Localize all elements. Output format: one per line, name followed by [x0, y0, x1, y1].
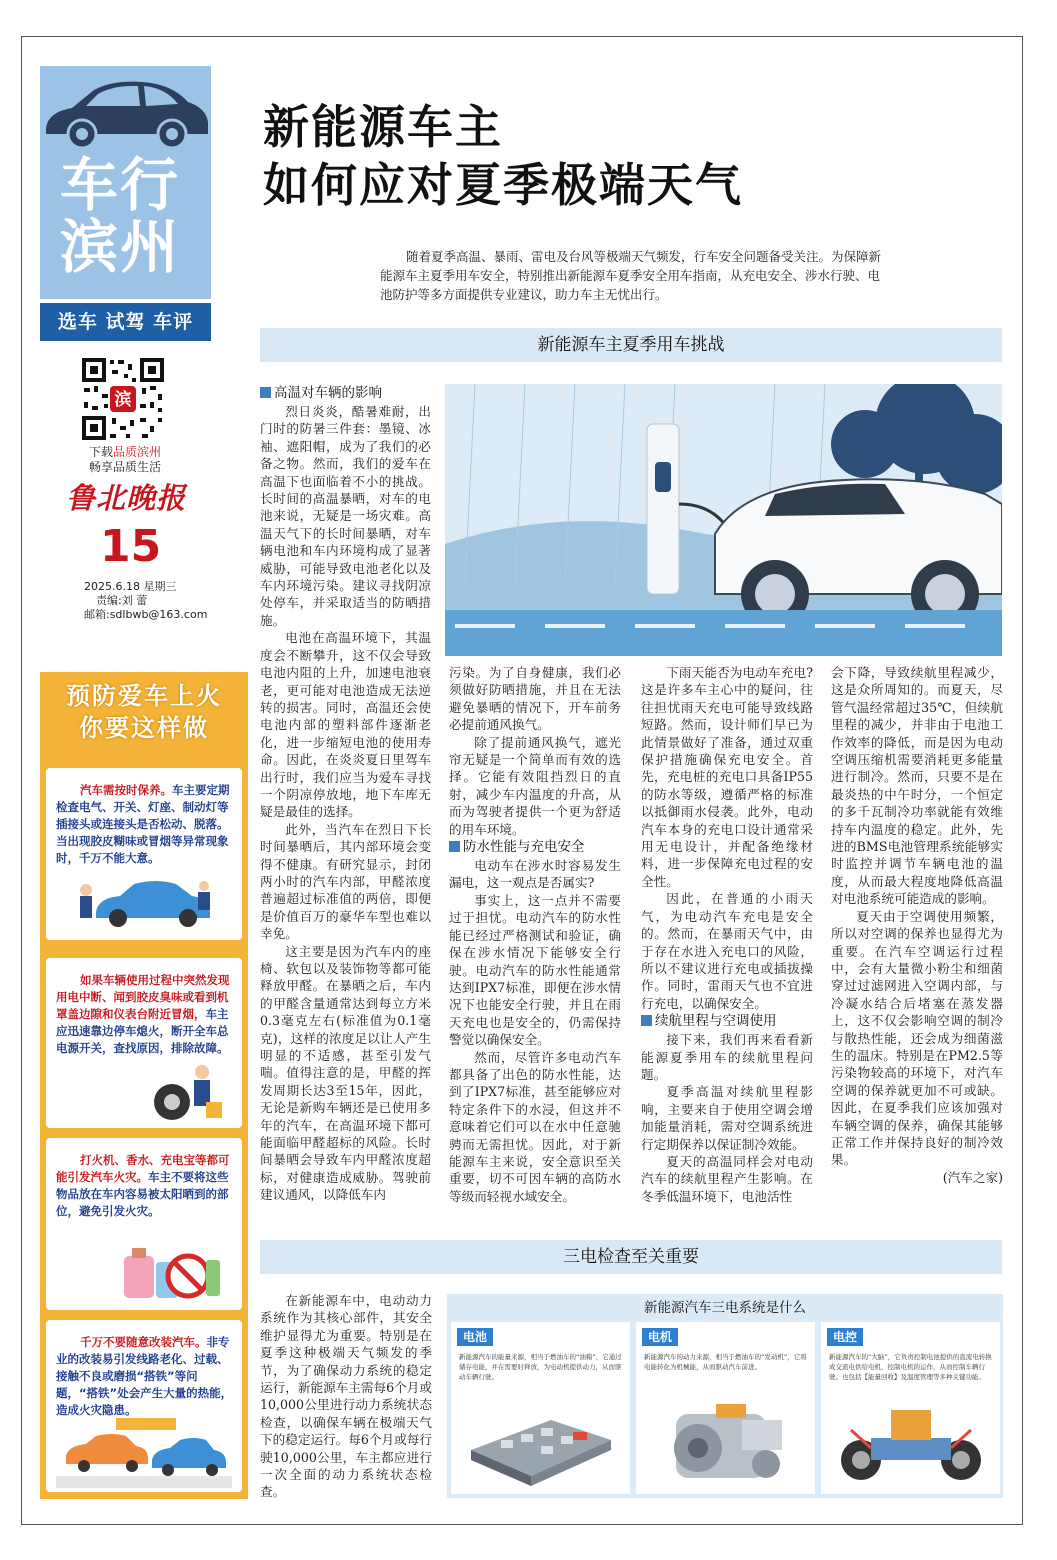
- mechanic-car-icon: [76, 868, 216, 932]
- issue-meta: 2025.6.18 星期三 责编:刘 蕾 邮箱:sdlbwb@163.com: [84, 580, 208, 621]
- section-tagline: 选车 试驾 车评: [40, 303, 211, 341]
- panel-tag: 电控: [827, 1328, 863, 1346]
- panel-tag: 电池: [457, 1328, 493, 1346]
- battery-icon: [461, 1390, 621, 1490]
- sidebar-card-4: 千万不要随意改装汽车。非专业的改装易引发线路老化、过载、接触不良或磨损“搭铁”等问题，“搭铁”处会产生大量的热能，造成火灾隐患。: [46, 1320, 242, 1492]
- article-column-4: 会下降，导致续航里程减少，这是众所周知的。而夏天，尽管气温经常超过35℃，但续航里程的减少，并非由于电池工作效率的降低，而是因为电动空调压缩机需要消耗更多能量进行制冷。然而，只要不是在最炎热的中午时分，一个恒定的多千瓦制冷功率就能有效维持车内温度的稳定。此外，先进的BMS电池管理系统能够实时监控并调节车辆电池的温度，从而最大程度地降低高温对电池系统可能造成的影响。 夏天由于空调使用频繁，所以对空调的保养也显得尤为重要。在汽车空调运行过程中，会有大量微小粉尘和细菌穿过过滤网进入空调内部，与冷凝水结合后堵塞在蒸发器上，这不仅会影响空调的制冷与散热性能，还会成为细菌滋生的温床。特别是在PM2.5等污染物较高的环境下，对汽车空调的保养就更加不可或缺。因此，在夏季我们应该加强对车辆空调的保养，确保其能够正常工作并保持良好的制冷效果。 (汽车之家): [831, 665, 1003, 1185]
- sidebar-title: 预防爱车上火 你要这样做: [66, 682, 222, 742]
- article-column-2: 污染。为了自身健康，我们必须做好防晒措施，并且在无法避免暴晒的情况下，开车前务必提前通风换气。 除了提前通风换气，遮光帘无疑是一个简单而有效的选择。它能有效阻挡烈日的直射，减少车内温度的升高，从而为驾驶者提供一个更为舒适的用车环境。 防水性能与充电安全 电动车在涉水时容易发生漏电，这一观点是否属实? 事实上，这一点并不需要过于担忧。电动汽车的防水性能已经过严格测试和验证，确保在涉水情况下能够安全行驶。电动汽车的防水性能通常达到IPX7标准，即便在涉水情况下也能安全行驶，并且在雨天充电也是安全的，仍需保持警觉以确保安全。 然而，尽管许多电动汽车都具备了出色的防水性能，达到了IPX7标准，甚至能够应对特定条件下的水浸，但这并不意味着它们可以在水中任意驰骋而无需担忧。因此，对于新能源车主来说，安全意识至关重要，切不可因车辆的高防水等级而轻视水域安全。: [449, 665, 621, 1204]
- prohibited-items-icon: [116, 1226, 226, 1306]
- article-headline: 新能源车主 如何应对夏季极端天气: [263, 100, 743, 212]
- subheading-waterproof: 防水性能与充电安全: [449, 838, 621, 857]
- three-systems-infographic: [447, 1294, 1003, 1498]
- section-band-challenges: 新能源车主夏季用车挑战: [260, 328, 1002, 362]
- car-silhouette-icon: [42, 72, 210, 152]
- article-lead: 随着夏季高温、暴雨、雷电及台风等极端天气频发，行车安全问题备受关注。为保障新能源车主夏季用车安全，特别推出新能源车夏季安全用车指南，从充电安全、涉水行驶、电池防护等多方面提供专业建议，助力车主无忧出行。: [380, 249, 882, 302]
- article-column-3: 下雨天能否为电动车充电?这是许多车主心中的疑问，往往担忧雨天充电可能导致线路短路。然而，设计师们早已为此情景做好了准备，通过双重保护措施确保充电安全。首先，充电桩的充电口具备IP55的防水等级，遵循严格的标准以抵御雨水侵袭。此外，电动汽车本身的充电口设计通常采用无电设计，并配备绝缘材料，进一步保障充电过程的安全性。 因此，在普通的小雨天气，为电动汽车充电是安全的。然而，在暴雨天气中，由于存在水进入充电口的风险，所以不建议进行充电或插拔操作。同时，雷雨天气也不宜进行充电，以确保安全。 续航里程与空调使用 接下来，我们再来看看新能源夏季用车的续航里程问题。 夏季高温对续航里程影响，主要来自于使用空调会增加能量消耗，需对空调系统进行定期保养以保证制冷效能。 夏天的高温同样会对电动汽车的续航里程产生影响。在冬季低温环境下，电池活性: [641, 665, 813, 1204]
- panel-battery: 电池 新能源汽车的能量来源，相当于燃油车的“油箱”，它通过储存电能，并在需要时释放，为电动机提供动力，从而驱动车辆行驶。: [451, 1322, 630, 1494]
- article-column-5: 在新能源车中，电动动力系统作为其核心部件，其安全维护显得尤为重要。特别是在夏季这种极端天气频发的季节，为了确保动力系统的稳定运行，新能源车主需每6个月或10,000公里进行动力系统状态检查，以确保车辆在极端天气下的稳定运行。每6个月或每行驶10,000公里，车主都应进行一次全面的动力系统状态检查。: [260, 1293, 432, 1500]
- infographic-title: 新能源汽车三电系统是什么: [644, 1300, 806, 1316]
- panel-controller: 电控 新能源汽车的“大脑”，它负责控制电池提供的直流电转换成交流电供给电机，控制电机的运作，从而控制车辆行驶。也包括【能量回收】及温度管理等多种关键功能。: [821, 1322, 1000, 1494]
- newspaper-logo: 鲁北晚报: [66, 481, 187, 515]
- motor-icon: [646, 1390, 806, 1490]
- qr-code-icon[interactable]: [80, 356, 166, 442]
- subheading-range: 续航里程与空调使用: [641, 1012, 813, 1031]
- sidebar-card-1: 汽车需按时保养。车主要定期检查电气、开关、灯座、制动灯等插接头或连接头是否松动、脱落。当出现胶皮糊味或冒烟等异常现象时，千万不能大意。: [46, 768, 242, 940]
- article-source: (汽车之家): [942, 1169, 1003, 1185]
- subheading-heat: 高温对车辆的影响: [260, 384, 431, 403]
- garage-scene-icon: [56, 1416, 232, 1488]
- sidebar-card-3: 打火机、香水、充电宝等都可能引发汽车火灾。车主不要将这些物品放在车内容易被太阳晒到的部位，避免引发火灾。: [46, 1138, 242, 1310]
- qr-caption: 下载品质滨州 畅享品质生活: [88, 445, 162, 474]
- mechanic-tire-icon: [146, 1062, 226, 1124]
- section-band-three-systems: 三电检查至关重要: [260, 1240, 1002, 1274]
- page-number: 15: [100, 521, 162, 572]
- controller-icon: [831, 1390, 991, 1490]
- ev-charger-illustration: [445, 384, 1002, 656]
- qr-center-char: 滨: [114, 390, 132, 410]
- panel-motor: 电机 新能源汽车的动力来源，相当于燃油车的“发动机”，它将电能转化为机械能，从而驱动汽车前进。: [636, 1322, 815, 1494]
- article-column-1: 高温对车辆的影响 烈日炎炎，酷暑难耐，出门时的防暑三件套：墨镜、冰袖、遮阳帽，成为了我们的必备之物。然而，我们的爱车在高温下也面临着不小的挑战。长时间的高温暴晒，对车的电池来说，无疑是一场灾难。高温天气下的长时间暴晒，对车辆电池和车内环境构成了显著威胁，可能导致电池老化以及车内环境污染。建议寻找阴凉处停车，并采取适当的防晒措施。 电池在高温环境下，其温度会不断攀升，这不仅会导致电池内阻的上升，加速电池衰老，更可能对电池造成无法逆转的损害。同时，高温还会使电池内部的塑料部件逐渐老化，进一步缩短电池的使用寿命。因此，在炎炎夏日里驾车出行时，我们应当为爱车寻找一个阴凉停放地，地下车库无疑是最佳的选择。 此外，当汽车在烈日下长时间暴晒后，其内部环境会变得不健康。有研究显示，封闭两小时的汽车内部，甲醛浓度普遍超过标准值的两倍，即便是价值百万的豪华车型也难以幸免。 这主要是因为汽车内的座椅、软包以及装饰物等都可能释放甲醛。在暴晒之后，车内的甲醛含量通常达到每立方米0.3毫克左右(标准值为0.1毫克)，这样的浓度足以让人产生明显的不适感，甚至引发气喘。值得注意的是，甲醛的挥发周期长达3至15年，因此，无论是新购车辆还是已使用多年的汽车，在高温环境下都可能面临甲醛超标的风险。长时间暴晒会导致车内甲醛浓度超标，对健康造成威胁。驾驶前建议通风，以降低车内: [260, 385, 431, 1203]
- sidebar-card-2: 如果车辆使用过程中突然发现用电中断、闻到胶皮臭味或看到机罩盖边隙和仪表台附近冒烟，车主应迅速靠边停车熄火，断开全车总电源开关，查找原因，排除故障。: [46, 958, 242, 1128]
- section-title: 车行 滨州: [60, 151, 181, 281]
- panel-tag: 电机: [642, 1328, 678, 1346]
- section-masthead: [40, 66, 211, 299]
